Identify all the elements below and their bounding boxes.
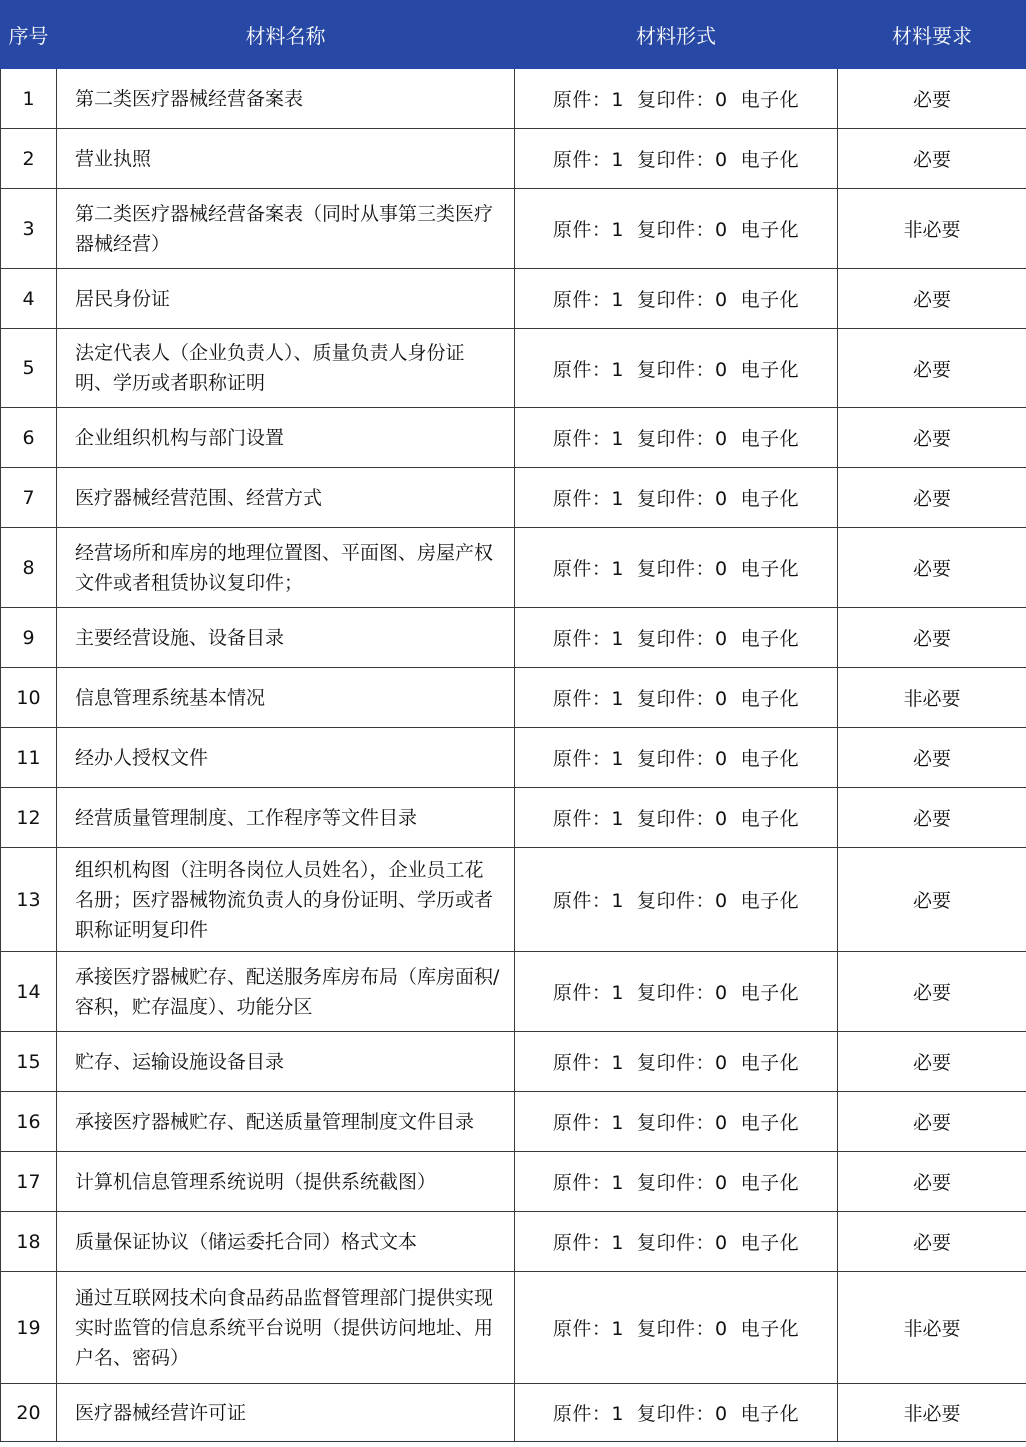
row-material-form: 原件：1 复印件：0 电子化 <box>515 608 838 668</box>
header-requirement: 材料要求 <box>838 1 1026 69</box>
row-material-form: 原件：1 复印件：0 电子化 <box>515 1032 838 1092</box>
row-requirement: 必要 <box>838 952 1026 1032</box>
row-material-name: 信息管理系统基本情况 <box>57 668 515 728</box>
row-material-name: 组织机构图（注明各岗位人员姓名），企业员工花名册；医疗器械物流负责人的身份证明、学历或者职称证明复印件 <box>57 848 515 952</box>
row-material-form: 原件：1 复印件：0 电子化 <box>515 129 838 189</box>
row-material-form: 原件：1 复印件：0 电子化 <box>515 528 838 608</box>
row-material-name: 通过互联网技术向食品药品监督管理部门提供实现实时监管的信息系统平台说明（提供访问地址、用户名、密码） <box>57 1272 515 1384</box>
row-material-name: 医疗器械经营范围、经营方式 <box>57 468 515 528</box>
row-material-name: 计算机信息管理系统说明（提供系统截图） <box>57 1152 515 1212</box>
row-material-form: 原件：1 复印件：0 电子化 <box>515 269 838 329</box>
row-material-name: 法定代表人（企业负责人）、质量负责人身份证明、学历或者职称证明 <box>57 329 515 408</box>
row-requirement: 必要 <box>838 408 1026 468</box>
table-row <box>1 189 1026 269</box>
row-index: 19 <box>1 1272 57 1384</box>
row-requirement: 必要 <box>838 1212 1026 1272</box>
row-requirement: 必要 <box>838 129 1026 189</box>
row-requirement: 必要 <box>838 788 1026 848</box>
table-row <box>1 129 1026 189</box>
row-material-form: 原件：1 复印件：0 电子化 <box>515 1152 838 1212</box>
row-index: 15 <box>1 1032 57 1092</box>
row-index: 4 <box>1 269 57 329</box>
row-material-name: 营业执照 <box>57 129 515 189</box>
row-requirement: 必要 <box>838 728 1026 788</box>
row-material-name: 主要经营设施、设备目录 <box>57 608 515 668</box>
table-row <box>1 329 1026 408</box>
table-row <box>1 1092 1026 1152</box>
row-material-form: 原件：1 复印件：0 电子化 <box>515 668 838 728</box>
table-row <box>1 608 1026 668</box>
row-requirement: 必要 <box>838 468 1026 528</box>
row-index: 3 <box>1 189 57 269</box>
table-row <box>1 728 1026 788</box>
row-index: 7 <box>1 468 57 528</box>
row-material-name: 医疗器械经营许可证 <box>57 1384 515 1442</box>
row-material-name: 经营质量管理制度、工作程序等文件目录 <box>57 788 515 848</box>
row-material-form: 原件：1 复印件：0 电子化 <box>515 1212 838 1272</box>
table-row <box>1 69 1026 129</box>
table-row <box>1 1032 1026 1092</box>
table-row <box>1 528 1026 608</box>
row-requirement: 必要 <box>838 528 1026 608</box>
table-row <box>1 408 1026 468</box>
table-row <box>1 952 1026 1032</box>
header-name: 材料名称 <box>57 1 515 69</box>
row-index: 10 <box>1 668 57 728</box>
row-material-name: 承接医疗器械贮存、配送质量管理制度文件目录 <box>57 1092 515 1152</box>
table-row <box>1 1272 1026 1384</box>
row-index: 12 <box>1 788 57 848</box>
row-material-form: 原件：1 复印件：0 电子化 <box>515 1384 838 1442</box>
table-row <box>1 848 1026 952</box>
row-material-form: 原件：1 复印件：0 电子化 <box>515 1272 838 1384</box>
row-material-form: 原件：1 复印件：0 电子化 <box>515 1092 838 1152</box>
table-row <box>1 788 1026 848</box>
row-material-form: 原件：1 复印件：0 电子化 <box>515 468 838 528</box>
row-index: 13 <box>1 848 57 952</box>
table-row <box>1 668 1026 728</box>
row-index: 11 <box>1 728 57 788</box>
row-requirement: 非必要 <box>838 668 1026 728</box>
row-index: 18 <box>1 1212 57 1272</box>
row-requirement: 必要 <box>838 1152 1026 1212</box>
row-index: 16 <box>1 1092 57 1152</box>
row-material-name: 居民身份证 <box>57 269 515 329</box>
row-requirement: 非必要 <box>838 189 1026 269</box>
row-material-name: 经办人授权文件 <box>57 728 515 788</box>
table-row <box>1 1384 1026 1442</box>
row-material-name: 第二类医疗器械经营备案表 <box>57 69 515 129</box>
table-row <box>1 468 1026 528</box>
row-requirement: 必要 <box>838 1092 1026 1152</box>
row-material-name: 第二类医疗器械经营备案表（同时从事第三类医疗器械经营） <box>57 189 515 269</box>
row-index: 14 <box>1 952 57 1032</box>
row-material-name: 承接医疗器械贮存、配送服务库房布局（库房面积/容积，贮存温度）、功能分区 <box>57 952 515 1032</box>
row-index: 5 <box>1 329 57 408</box>
row-requirement: 非必要 <box>838 1384 1026 1442</box>
row-requirement: 必要 <box>838 608 1026 668</box>
row-index: 6 <box>1 408 57 468</box>
row-index: 8 <box>1 528 57 608</box>
row-material-name: 质量保证协议（储运委托合同）格式文本 <box>57 1212 515 1272</box>
row-requirement: 必要 <box>838 329 1026 408</box>
row-material-form: 原件：1 复印件：0 电子化 <box>515 408 838 468</box>
row-material-name: 贮存、运输设施设备目录 <box>57 1032 515 1092</box>
row-index: 20 <box>1 1384 57 1442</box>
row-requirement: 必要 <box>838 1032 1026 1092</box>
row-material-form: 原件：1 复印件：0 电子化 <box>515 952 838 1032</box>
row-material-form: 原件：1 复印件：0 电子化 <box>515 329 838 408</box>
header-index: 序号 <box>1 1 57 69</box>
row-index: 9 <box>1 608 57 668</box>
row-requirement: 非必要 <box>838 1272 1026 1384</box>
row-material-form: 原件：1 复印件：0 电子化 <box>515 189 838 269</box>
row-index: 2 <box>1 129 57 189</box>
row-requirement: 必要 <box>838 848 1026 952</box>
header-form: 材料形式 <box>515 1 838 69</box>
row-material-form: 原件：1 复印件：0 电子化 <box>515 69 838 129</box>
row-material-form: 原件：1 复印件：0 电子化 <box>515 788 838 848</box>
row-requirement: 必要 <box>838 269 1026 329</box>
row-index: 1 <box>1 69 57 129</box>
row-material-name: 企业组织机构与部门设置 <box>57 408 515 468</box>
row-material-form: 原件：1 复印件：0 电子化 <box>515 848 838 952</box>
row-material-name: 经营场所和库房的地理位置图、平面图、房屋产权文件或者租赁协议复印件； <box>57 528 515 608</box>
row-material-form: 原件：1 复印件：0 电子化 <box>515 728 838 788</box>
table-row <box>1 269 1026 329</box>
row-index: 17 <box>1 1152 57 1212</box>
table-row <box>1 1152 1026 1212</box>
table-row <box>1 1212 1026 1272</box>
header-row <box>1 1 1026 69</box>
row-requirement: 必要 <box>838 69 1026 129</box>
